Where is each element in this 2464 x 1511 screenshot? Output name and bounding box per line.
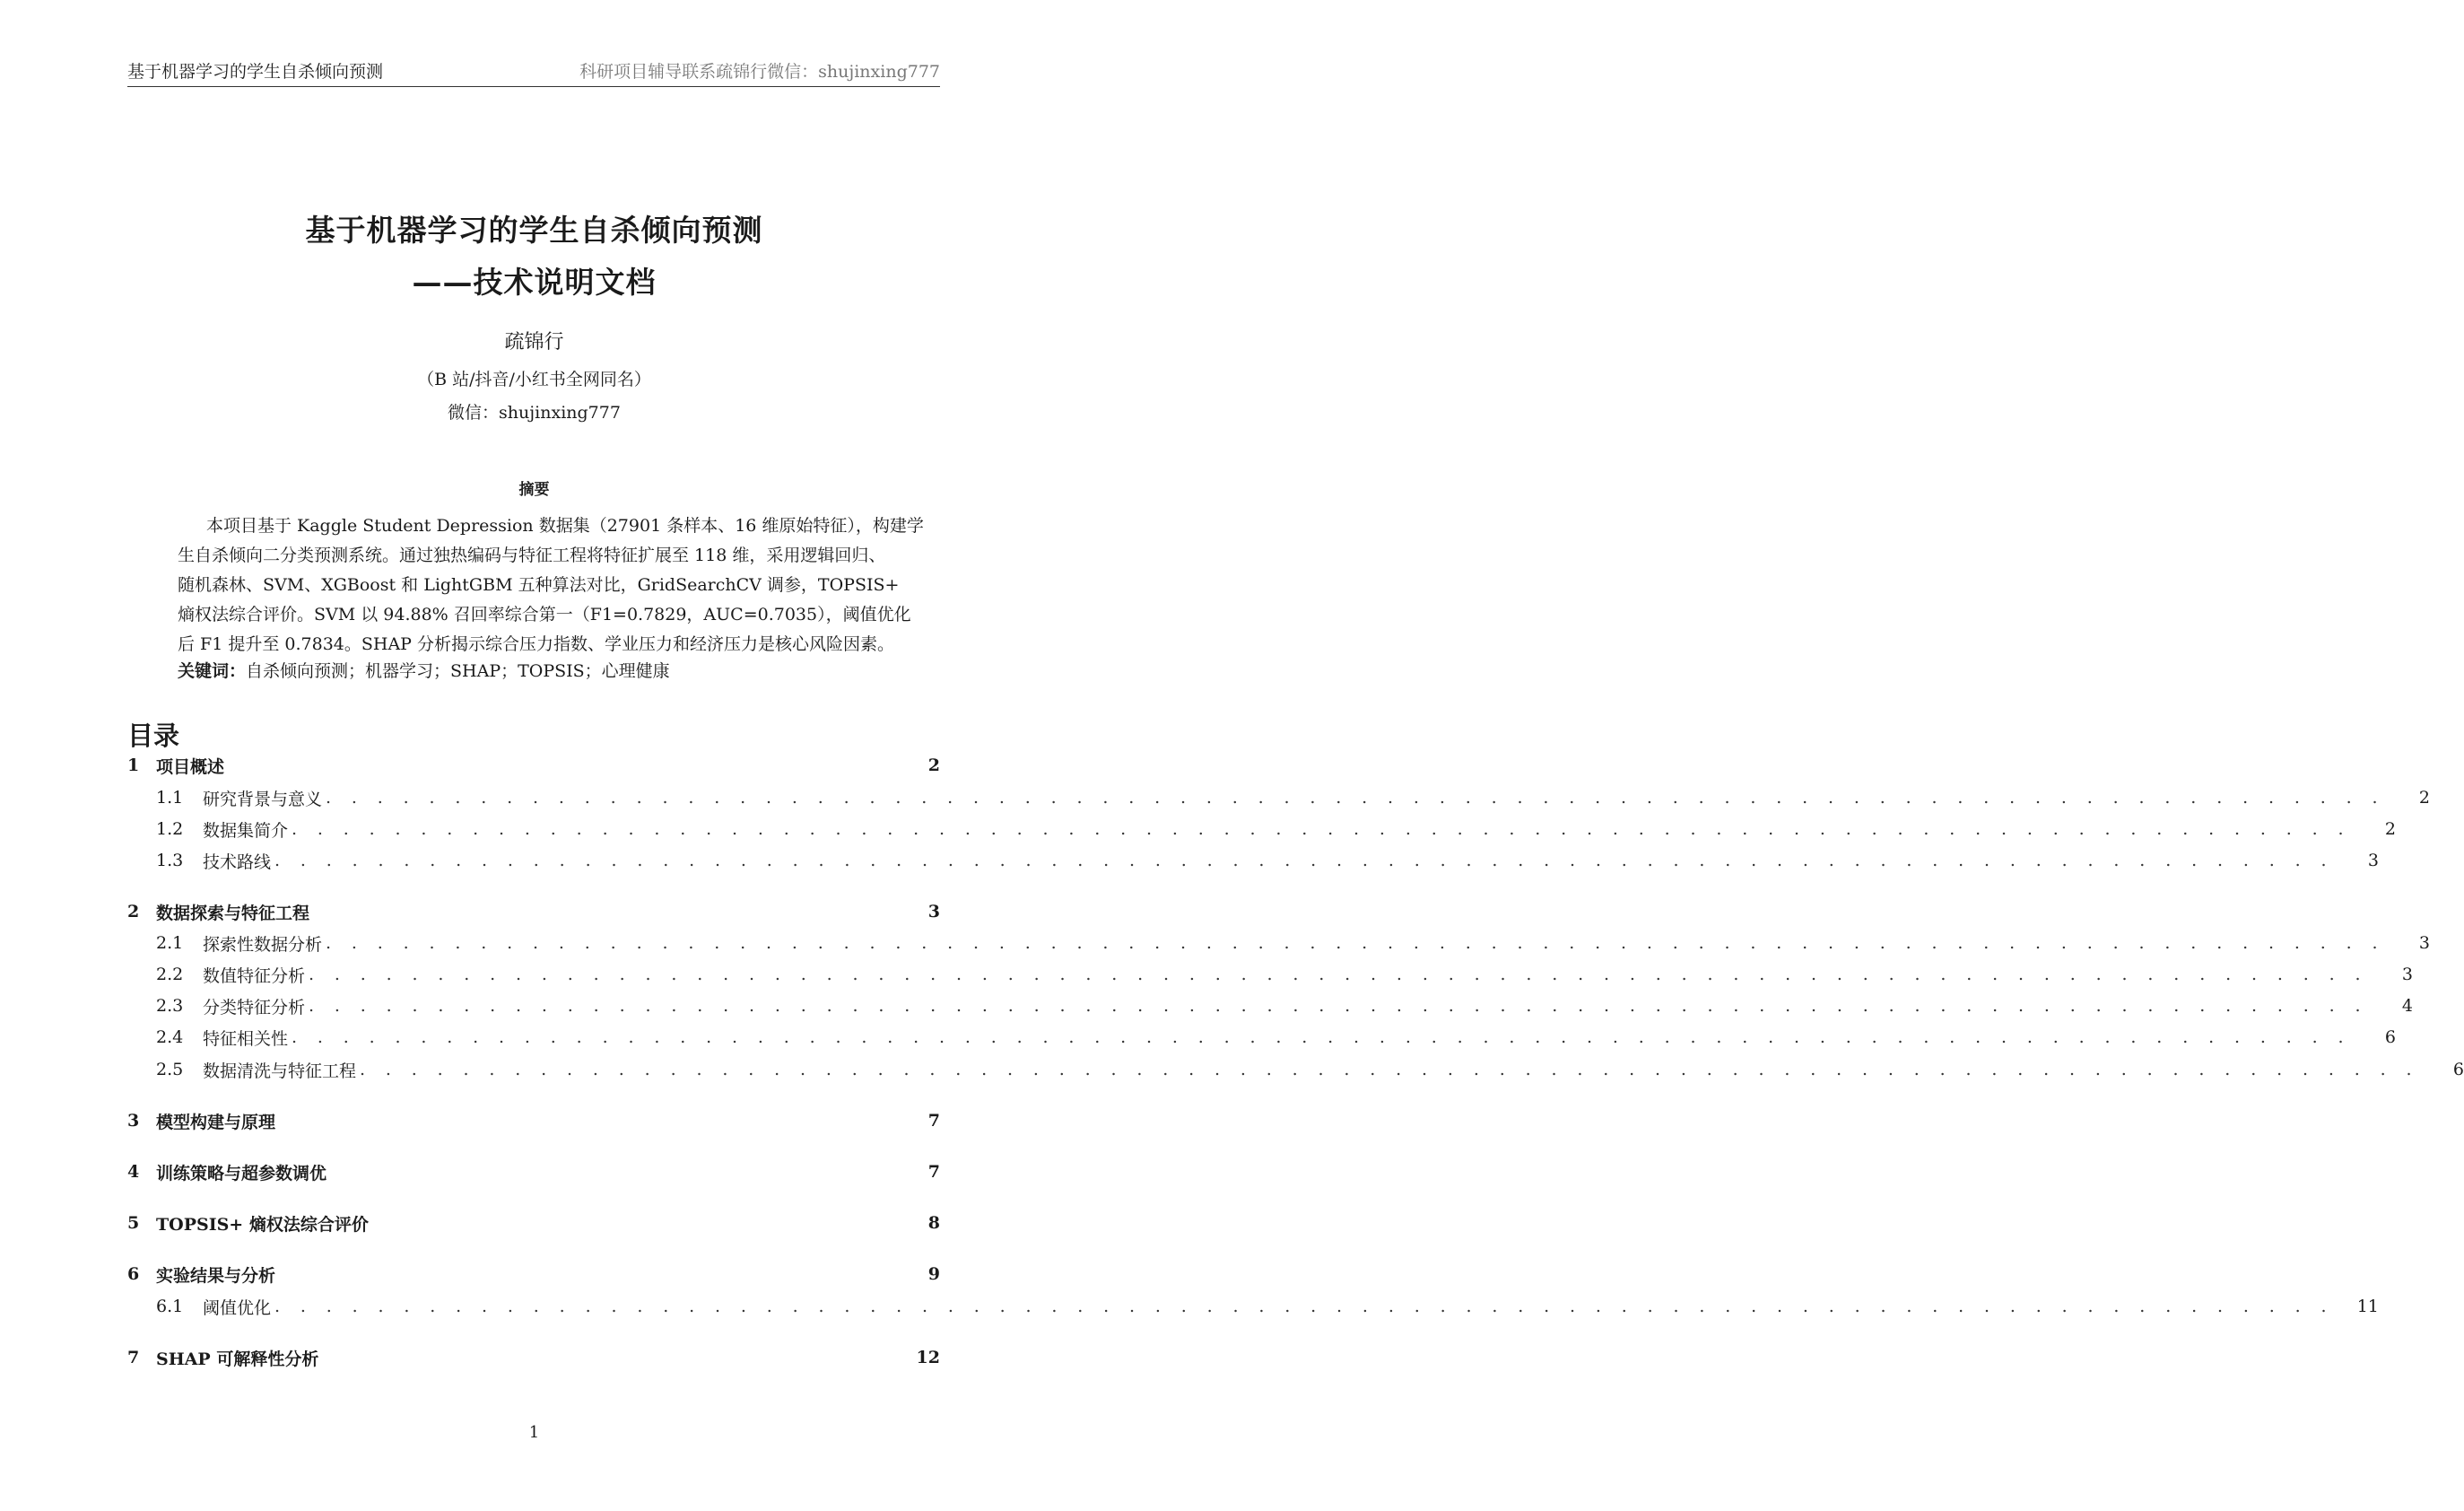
- toc-entry-number: 2.5: [156, 1060, 184, 1079]
- toc-entry-page: 6: [2384, 1027, 2396, 1047]
- toc-leader-dots: . . . . . . . . . . . . . . . . . . . . . . . . . . . . . . . . . . . . . . . . . . . . . . . . . . . . . . . . . . . . . . . . . . . . . . . . . . . . . . . .: [292, 819, 2351, 839]
- toc-entry-title: 模型构建与原理: [156, 1112, 276, 1132]
- keywords-text: 自杀倾向预测；机器学习；SHAP；TOPSIS；心理健康: [246, 661, 670, 681]
- toc-entry[interactable]: [127, 930, 2430, 956]
- toc-entry[interactable]: [127, 1024, 2396, 1051]
- toc-entry-number: 6: [127, 1264, 140, 1284]
- toc-entry-title: 特征相关性: [203, 1028, 289, 1049]
- toc-entry[interactable]: [127, 898, 940, 925]
- toc-entry-number: 1.1: [156, 788, 184, 808]
- toc-entry-page: 12: [916, 1348, 940, 1367]
- toc-entry-number: 1.2: [156, 819, 184, 839]
- toc-entry-number: 3: [127, 1111, 140, 1131]
- toc-entry[interactable]: [127, 847, 2379, 874]
- toc-entry[interactable]: [127, 1158, 940, 1185]
- toc-entry-number: 2: [127, 902, 140, 921]
- author-affiliation: （B 站/抖音/小红书全网同名）: [417, 370, 651, 389]
- toc-entry[interactable]: [127, 1344, 940, 1371]
- toc-entry[interactable]: [127, 1107, 940, 1134]
- toc-entry-page: 11: [2356, 1297, 2379, 1316]
- toc-entry-title: TOPSIS+ 熵权法综合评价: [156, 1214, 369, 1235]
- toc-entry-title: 数据清洗与特征工程: [203, 1061, 357, 1081]
- abstract-body: [178, 511, 924, 659]
- toc-entry-page: 4: [2401, 996, 2413, 1016]
- keywords-label: 关键词：: [178, 661, 247, 681]
- toc-entry-number: 6.1: [156, 1297, 184, 1316]
- toc-entry-title: 分类特征分析: [203, 997, 306, 1018]
- toc-entry-page: 2: [927, 756, 940, 775]
- toc-entry-title: 数据集简介: [203, 820, 289, 841]
- running-header: [127, 59, 940, 87]
- toc-entry[interactable]: [127, 1210, 940, 1236]
- toc-entry-page: 3: [2367, 851, 2379, 870]
- toc-entry-page: 6: [2452, 1060, 2464, 1079]
- toc-entry-number: 7: [127, 1348, 140, 1367]
- toc-entry-page: 3: [2418, 933, 2430, 953]
- toc-leader-dots: . . . . . . . . . . . . . . . . . . . . . . . . . . . . . . . . . . . . . . . . . . . . . . . . . . . . . . . . . . . . . . . . . . . . . . . . . . . . . . . .: [360, 1060, 2419, 1079]
- toc-entry-number: 4: [127, 1162, 140, 1182]
- toc-entry-title: 项目概述: [156, 756, 225, 777]
- author-name: 疏锦行: [504, 331, 564, 354]
- toc-entry-page: 2: [2384, 819, 2396, 839]
- toc-entry-page: 3: [927, 902, 940, 921]
- author-wechat: 微信：shujinxing777: [448, 403, 621, 423]
- title-line-1: 基于机器学习的学生自杀倾向预测: [305, 213, 763, 248]
- keywords: [178, 658, 892, 685]
- toc-entry-title: 数值特征分析: [203, 965, 306, 986]
- page-number: 1: [528, 1423, 540, 1442]
- toc-entry-number: 2.4: [156, 1027, 184, 1047]
- toc-leader-dots: . . . . . . . . . . . . . . . . . . . . . . . . . . . . . . . . . . . . . . . . . . . . . . . . . . . . . . . . . . . . . . . . . . . . . . . . . . . . . . . .: [274, 851, 2334, 870]
- document-title: [0, 205, 1068, 309]
- toc-entry-page: 9: [927, 1264, 940, 1284]
- toc-entry[interactable]: [127, 816, 2396, 843]
- running-header-contact: 科研项目辅导联系疏锦行微信：shujinxing777: [579, 62, 940, 82]
- toc-entry-title: 阈值优化: [203, 1297, 272, 1318]
- toc-entry[interactable]: [127, 784, 2430, 811]
- toc-entry-number: 1: [127, 756, 140, 775]
- title-line-2: ——技术说明文档: [412, 265, 657, 300]
- toc-entry-page: 7: [927, 1162, 940, 1182]
- abstract-line: 本项目基于 Kaggle Student Depression 数据集（27901 条样本、16 维原始特征），构建学: [206, 516, 924, 536]
- abstract-line: 随机森林、SVM、XGBoost 和 LightGBM 五种算法对比，GridSearchCV 调参，TOPSIS+: [178, 575, 900, 595]
- abstract-line: 后 F1 提升至 0.7834。SHAP 分析揭示综合压力指数、学业压力和经济压力是核心风险因素。: [178, 634, 895, 654]
- toc-entry[interactable]: [127, 752, 940, 779]
- toc-entry[interactable]: [127, 1293, 2379, 1320]
- toc-entry-page: 8: [927, 1213, 940, 1233]
- abstract-heading: 摘要: [518, 481, 550, 499]
- toc-entry[interactable]: [127, 1056, 2464, 1083]
- toc-entry-page: 3: [2401, 965, 2413, 984]
- toc-heading: 目录: [127, 721, 180, 751]
- toc-entry-title: 研究背景与意义: [203, 789, 323, 809]
- toc-entry-title: SHAP 可解释性分析: [156, 1349, 319, 1369]
- toc-entry-title: 训练策略与超参数调优: [156, 1163, 327, 1183]
- toc-leader-dots: . . . . . . . . . . . . . . . . . . . . . . . . . . . . . . . . . . . . . . . . . . . . . . . . . . . . . . . . . . . . . . . . . . . . . . . . . . . . . . . .: [292, 1027, 2351, 1047]
- toc-entry-page: 7: [927, 1111, 940, 1131]
- toc-leader-dots: . . . . . . . . . . . . . . . . . . . . . . . . . . . . . . . . . . . . . . . . . . . . . . . . . . . . . . . . . . . . . . . . . . . . . . . . . . . . . . . .: [274, 1297, 2334, 1316]
- toc-leader-dots: . . . . . . . . . . . . . . . . . . . . . . . . . . . . . . . . . . . . . . . . . . . . . . . . . . . . . . . . . . . . . . . . . . . . . . . . . . . . . . . .: [326, 788, 2385, 808]
- toc-entry[interactable]: [127, 961, 2413, 988]
- toc-entry[interactable]: [127, 992, 2413, 1019]
- toc-entry-number: 2.3: [156, 996, 184, 1016]
- toc-entry-title: 技术路线: [203, 852, 272, 872]
- abstract-line: 熵权法综合评价。SVM 以 94.88% 召回率综合第一（F1=0.7829，AUC=0.7035），阈值优化: [178, 605, 911, 624]
- toc-entry-number: 2.2: [156, 965, 184, 984]
- toc-entry-number: 5: [127, 1213, 140, 1233]
- toc-leader-dots: . . . . . . . . . . . . . . . . . . . . . . . . . . . . . . . . . . . . . . . . . . . . . . . . . . . . . . . . . . . . . . . . . . . . . . . . . . . . . . . .: [326, 933, 2385, 953]
- toc-entry-number: 2.1: [156, 933, 184, 953]
- toc-entry-page: 2: [2418, 788, 2430, 808]
- toc-entry-title: 数据探索与特征工程: [156, 903, 310, 923]
- abstract-line: 生自杀倾向二分类预测系统。通过独热编码与特征工程将特征扩展至 118 维，采用逻辑回归、: [178, 546, 886, 565]
- toc-entry[interactable]: [127, 1261, 940, 1288]
- toc-entry-title: 探索性数据分析: [203, 934, 323, 955]
- toc-leader-dots: . . . . . . . . . . . . . . . . . . . . . . . . . . . . . . . . . . . . . . . . . . . . . . . . . . . . . . . . . . . . . . . . . . . . . . . . . . . . . . . .: [309, 996, 2368, 1016]
- toc-leader-dots: . . . . . . . . . . . . . . . . . . . . . . . . . . . . . . . . . . . . . . . . . . . . . . . . . . . . . . . . . . . . . . . . . . . . . . . . . . . . . . . .: [309, 965, 2368, 984]
- running-header-title: 基于机器学习的学生自杀倾向预测: [127, 62, 384, 82]
- toc-entry-title: 实验结果与分析: [156, 1265, 276, 1286]
- toc-entry-number: 1.3: [156, 851, 184, 870]
